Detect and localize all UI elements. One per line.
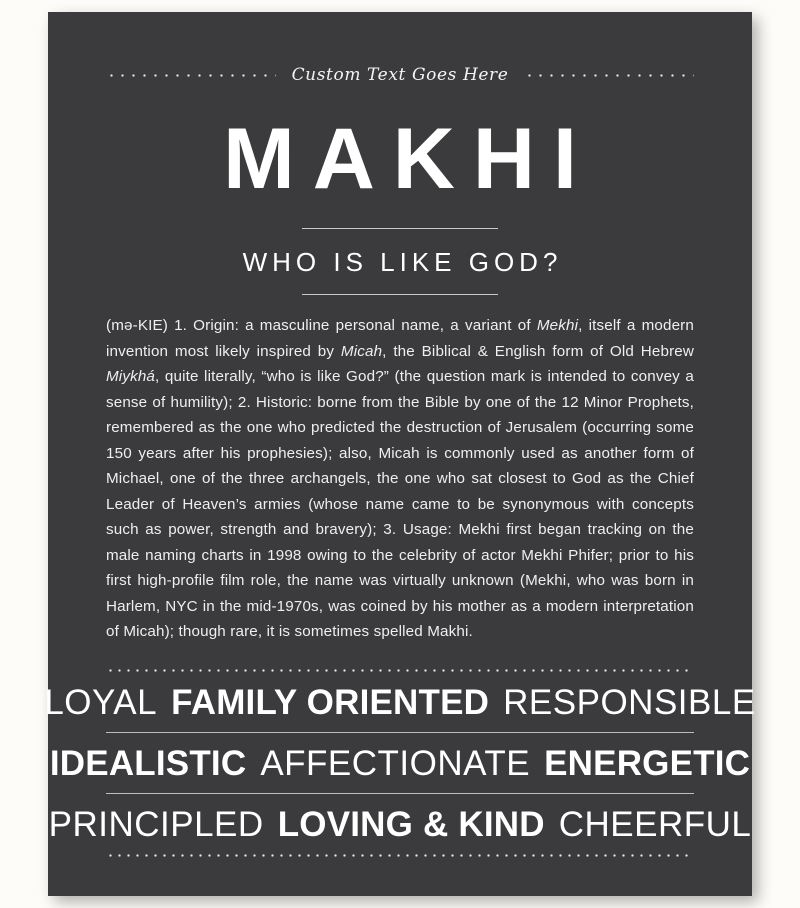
trait-word: PRINCIPLED (48, 804, 264, 844)
divider-above-meaning (302, 228, 498, 229)
trait-word: LOVING & KIND (277, 804, 545, 844)
poster-content (44, 12, 756, 896)
page-title: MAKHI (223, 111, 595, 207)
custom-text-row (106, 60, 694, 90)
traits-bottom-dotted-separator (106, 854, 694, 857)
divider-below-meaning (302, 294, 498, 295)
trait-word: AFFECTIONATE (260, 743, 531, 783)
trait-word: FAMILY ORIENTED (171, 682, 490, 722)
trait-row (49, 733, 751, 793)
trait-word: ENERGETIC (544, 743, 751, 783)
dotted-rule-right (524, 74, 694, 77)
trait-word: RESPONSIBLE (503, 682, 756, 722)
traits-section (44, 669, 756, 857)
definition-text: (mə-KIE) 1. Origin: a masculine personal name, a variant of Mekhi, itself a modern invention most likely inspired by Micah, the Biblical & English form of Old Hebrew Miykhá, quite literally, “who is like God?” (the question mark is intended to convey a sense of humility); 2. Historic: borne from the Bible by one of the 12 Minor Prophets, remembered as the one who predicted the destruction of Jerusalem (occurring some 150 years after his prophesies); also, Micah is commonly used as another form of Michael, one of the three archangels, the one who sat closest to God as the Chief Leader of Heaven’s armies (whose name came to be synonymous with concepts such as power, strength and bravery); 3. Usage: Mekhi first began tracking on the male naming charts in 1998 owing to the celebrity of actor Mekhi Phifer; prior to his first high-profile film role, the name was virtually unknown (Mekhi, who was born in Harlem, NYC in the mid-1970s, was coined by his mother as a modern interpretation of Micah); though rare, it is sometimes spelled Makhi. (106, 317, 694, 640)
trait-row (44, 672, 756, 732)
traits-top-dotted-separator (106, 669, 694, 672)
dotted-rule-left (106, 74, 276, 77)
trait-word: IDEALISTIC (49, 743, 247, 783)
custom-text: Custom Text Goes Here (291, 65, 509, 85)
trait-word: CHEERFUL (558, 804, 752, 844)
meaning-block (106, 228, 694, 295)
name-art-poster (44, 12, 756, 896)
trait-row (48, 794, 752, 854)
name-meaning: WHO IS LIKE GOD? (242, 247, 563, 277)
trait-word: LOYAL (44, 682, 158, 722)
